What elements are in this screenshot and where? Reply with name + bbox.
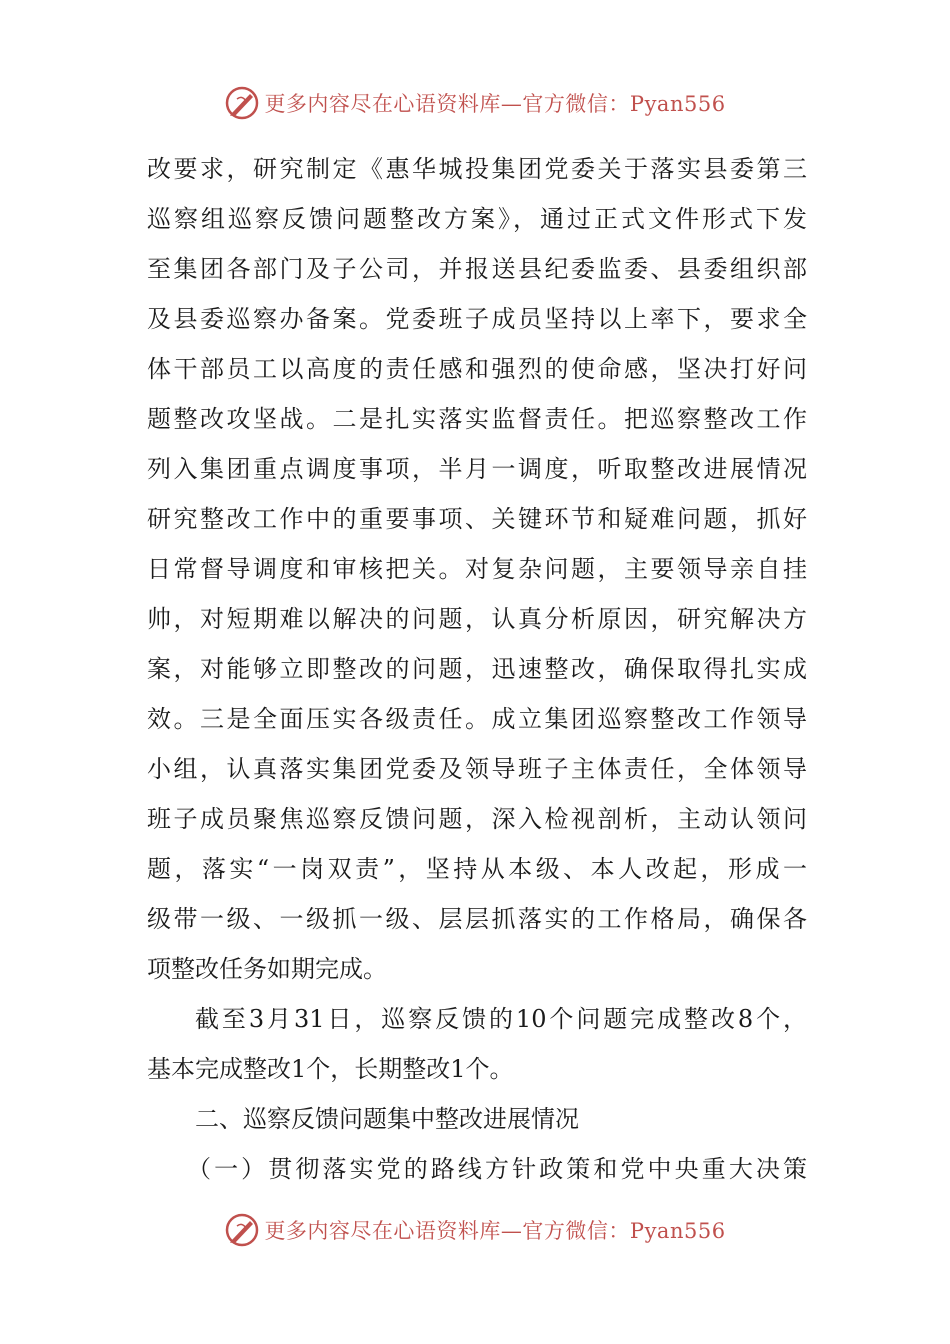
watermark-banner-bottom: [0, 1210, 950, 1250]
body-line: 截至3月31日，巡察反馈的10个问题完成整改8个，: [195, 1005, 807, 1033]
body-line: 至集团各部门及子公司，并报送县纪委监委、县委组织部: [147, 255, 807, 283]
body-line: 效。三是全面压实各级责任。成立集团巡察整改工作领导: [147, 705, 807, 733]
body-line: 小组，认真落实集团党委及领导班子主体责任，全体领导: [147, 755, 807, 783]
body-line: 及县委巡察办备案。党委班子成员坚持以上率下，要求全: [147, 305, 807, 333]
body-line: 帅，对短期难以解决的问题，认真分析原因，研究解决方: [147, 605, 807, 633]
body-line: 研究整改工作中的重要事项、关键环节和疑难问题，抓好: [147, 505, 807, 533]
body-line: 案，对能够立即整改的问题，迅速整改，确保取得扎实成: [147, 655, 807, 683]
body-line: 题整改攻坚战。二是扎实落实监督责任。把巡察整改工作: [147, 405, 807, 433]
pen-logo-icon: [224, 85, 260, 121]
body-line: 班子成员聚焦巡察反馈问题，深入检视剖析，主动认领问: [147, 805, 807, 833]
body-line: 改要求，研究制定《惠华城投集团党委关于落实县委第三: [147, 155, 807, 183]
body-line: 基本完成整改1个，长期整改1个。: [147, 1055, 514, 1083]
body-line: 级带一级、一级抓一级、层层抓落实的工作格局，确保各: [147, 905, 807, 933]
watermark-text: 更多内容尽在心语资料库—官方微信：Pyan556: [264, 1219, 726, 1243]
body-line: 项整改任务如期完成。: [147, 955, 387, 983]
watermark-banner-top: [0, 83, 950, 123]
subsection-heading: （一）贯彻落实党的路线方针政策和党中央重大决策: [187, 1155, 807, 1183]
body-line: 题，落实“一岗双责”，坚持从本级、本人改起，形成一: [147, 855, 807, 883]
document-body: [147, 144, 807, 1194]
watermark-text: 更多内容尽在心语资料库—官方微信：Pyan556: [264, 92, 726, 116]
body-line: 日常督导调度和审核把关。对复杂问题，主要领导亲自挂: [147, 555, 807, 583]
section-heading: 二、巡察反馈问题集中整改进展情况: [195, 1105, 579, 1133]
body-line: 体干部员工以高度的责任感和强烈的使命感，坚决打好问: [147, 355, 807, 383]
body-line: 列入集团重点调度事项，半月一调度，听取整改进展情况: [147, 455, 807, 483]
pen-logo-icon: [224, 1212, 260, 1248]
body-line: 巡察组巡察反馈问题整改方案》，通过正式文件形式下发: [147, 205, 807, 233]
